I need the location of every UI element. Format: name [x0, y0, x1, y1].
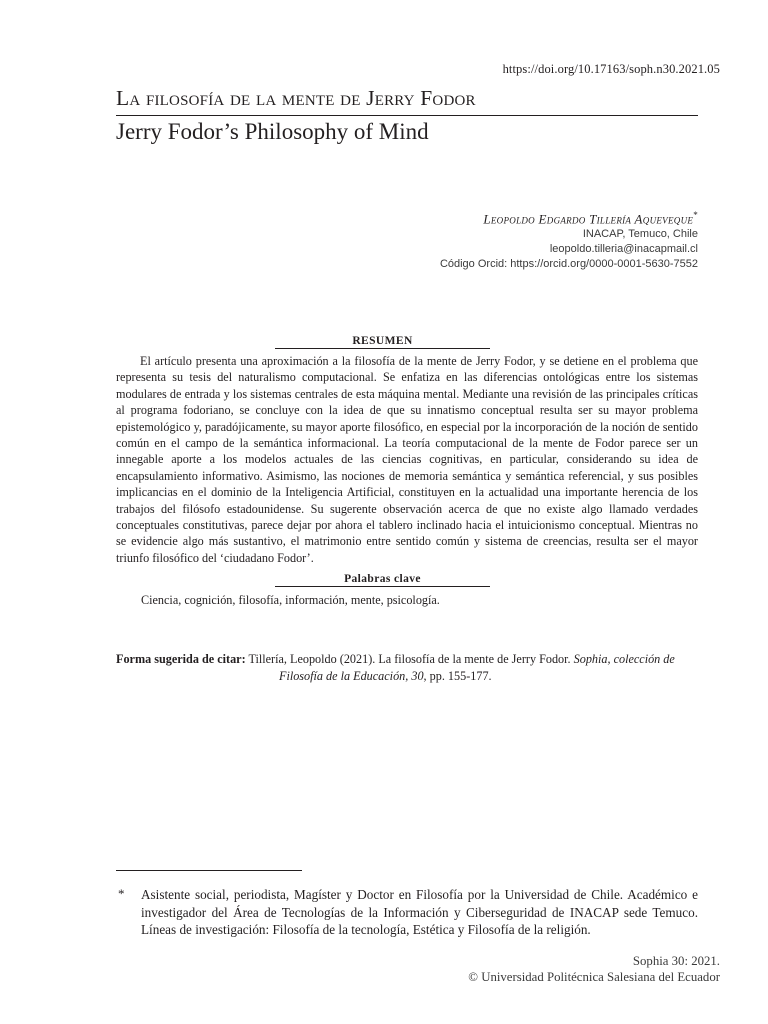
citation-pages: , pp. 155-177. [423, 669, 492, 683]
doi-link[interactable]: https://doi.org/10.17163/soph.n30.2021.05 [502, 62, 720, 76]
author-affiliation: INACAP, Temuco, Chile [582, 228, 698, 241]
author-email[interactable]: leopoldo.tilleria@inacapmail.cl [549, 243, 698, 256]
author-block [440, 210, 698, 272]
citation-reference: Tillería, Leopoldo (2021). La filosofía de la mente de Jerry Fodor. [248, 652, 571, 666]
footnote-divider [116, 870, 302, 871]
title-divider [116, 115, 698, 116]
journal-copyright: © Universidad Politécnica Salesiana del Ecuador [468, 969, 720, 984]
footnote-text: Asistente social, periodista, Magíster y Doctor en Filosofía por la Universidad de Chile. Académico e investigador del Área de Tecnologías de la Información y Ciberseguridad de INACAP sede Temuco. Líneas de investigación: Filosofía de la tecnología, Estética y Filosofía de la religión. [141, 887, 698, 938]
citation-journal: Sophia, colección de [573, 652, 675, 666]
citation-block [116, 651, 698, 685]
title-english: Jerry Fodor’s Philosophy of Mind [116, 119, 429, 144]
citation-journal-cont: Filosofía de la Educación, 30 [279, 669, 424, 683]
keywords-heading: Palabras clave [275, 573, 490, 587]
citation-label: Forma sugerida de citar: [116, 652, 246, 666]
keywords-text: Ciencia, cognición, filosofía, información, mente, psicología. [141, 593, 440, 607]
journal-info [468, 954, 720, 985]
author-name: Leopoldo Edgardo Tillería Aqueveque* [483, 210, 698, 227]
author-orcid[interactable]: Código Orcid: https://orcid.org/0000-0001-5630-7552 [439, 258, 698, 271]
title-spanish: La filosofía de la mente de Jerry Fodor [116, 86, 476, 110]
author-footnote-marker: * [693, 210, 698, 220]
journal-issue: Sophia 30: 2021. [632, 954, 720, 968]
abstract-text: El artículo presenta una aproximación a la filosofía de la mente de Jerry Fodor, y se detiene en el problema que representa su tesis del naturalismo computacional. Se enfatiza en las diferencias ontológicas entre los sistemas modulares de entrada y los sistemas centrales de esta máquina mental. Mediante una revisión de las principales críticas al programa fodoriano, se concluye con la idea de que su innatismo conceptual resulta ser su mayor problema epistemológico y, paradójicamente, su mayor aporte filosófico, en especial por la incorporación de la noción de sentido común en el campo de la semántica informacional. La teoría computacional de la mente de Fodor parece ser un innegable aporte a los modelos actuales de las ciencias cognitivas, en particular, considerando su idea de encapsulamiento informativo. Asimismo, las nociones de memoria semántica y semántica referencial, y sus posibles implicancias en el dominio de la Inteligencia Artificial, constituyen en la actualidad una importante herencia de los trabajos del filósofo estadounidense. Su sugerente observación acerca de que no existe algo llamado verdades conceptuales constitutivas, parece dejar por ahora el tablero inclinado hacia el intuicionismo conceptual. Mientras no se evidencie algo más sustantivo, el matrimonio entre sentido común y sistema de creencias, resulta ser el mayor triunfo filosófico del ‘ciudadano Fodor’. [116, 354, 698, 565]
abstract-heading: RESUMEN [275, 335, 490, 349]
footnote-marker: * [118, 886, 125, 901]
